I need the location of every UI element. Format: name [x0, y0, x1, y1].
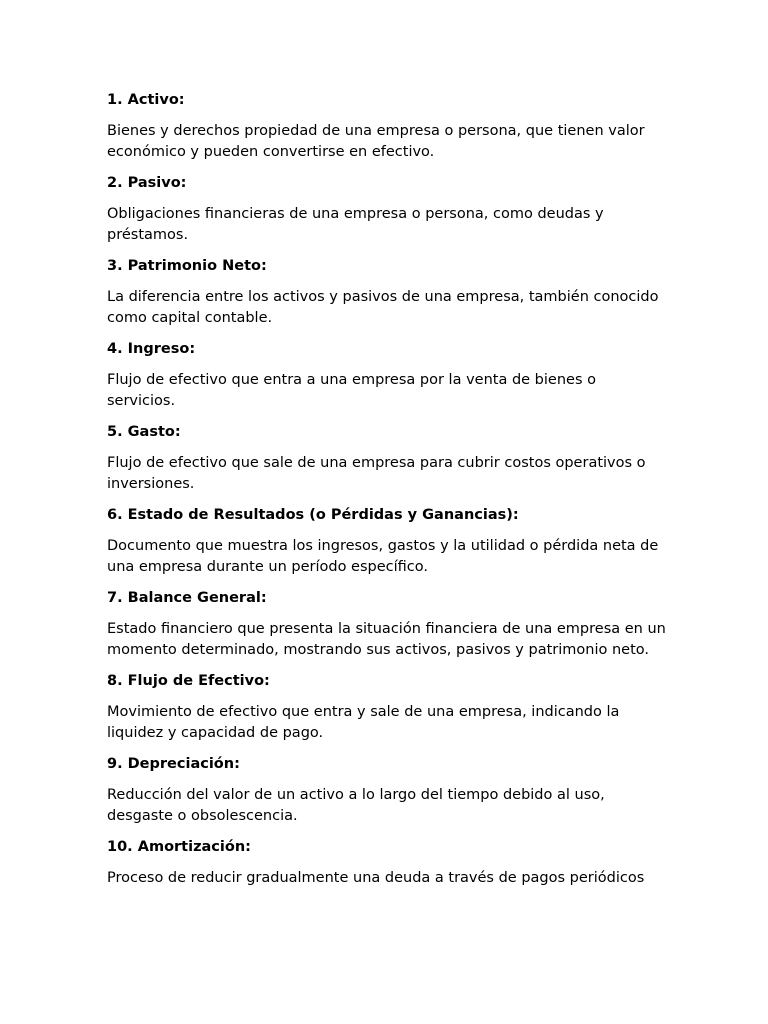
term-definition: Proceso de reducir gradualmente una deuda a través de pagos periódicos — [107, 870, 645, 886]
term-title: 7. Balance General: — [107, 590, 267, 606]
term-title: 9. Depreciación: — [107, 756, 240, 772]
term-definition: Reducción del valor de un activo a lo largo del tiempo debido al uso, desgaste o obsolescencia. — [107, 787, 605, 824]
term-gasto — [107, 422, 667, 495]
term-title: 10. Amortización: — [107, 839, 251, 855]
term-estado-de-resultados — [107, 505, 667, 578]
term-title: 2. Pasivo: — [107, 175, 187, 191]
term-definition: Bienes y derechos propiedad de una empresa o persona, que tienen valor económico y pueden convertirse en efectivo. — [107, 123, 645, 160]
term-definition: Estado financiero que presenta la situación financiera de una empresa en un momento determinado, mostrando sus activos, pasivos y patrimonio neto. — [107, 621, 666, 658]
term-ingreso — [107, 339, 667, 412]
term-title: 8. Flujo de Efectivo: — [107, 673, 270, 689]
term-depreciacion — [107, 754, 667, 827]
term-flujo-de-efectivo — [107, 671, 667, 744]
term-definition: Flujo de efectivo que entra a una empresa por la venta de bienes o servicios. — [107, 372, 596, 409]
term-balance-general — [107, 588, 667, 661]
term-title: 4. Ingreso: — [107, 341, 196, 357]
term-activo — [107, 90, 667, 163]
term-title: 6. Estado de Resultados (o Pérdidas y Ganancias): — [107, 507, 519, 523]
document-page — [107, 90, 667, 899]
term-amortizacion — [107, 837, 667, 889]
term-title: 5. Gasto: — [107, 424, 181, 440]
term-title: 1. Activo: — [107, 92, 185, 108]
term-definition: Movimiento de efectivo que entra y sale de una empresa, indicando la liquidez y capacidad de pago. — [107, 704, 620, 741]
term-definition: Flujo de efectivo que sale de una empresa para cubrir costos operativos o inversiones. — [107, 455, 646, 492]
term-definition: Documento que muestra los ingresos, gastos y la utilidad o pérdida neta de una empresa durante un período específico. — [107, 538, 659, 575]
term-pasivo — [107, 173, 667, 246]
term-definition: La diferencia entre los activos y pasivos de una empresa, también conocido como capital contable. — [107, 289, 659, 326]
term-patrimonio-neto — [107, 256, 667, 329]
term-title: 3. Patrimonio Neto: — [107, 258, 267, 274]
term-definition: Obligaciones financieras de una empresa o persona, como deudas y préstamos. — [107, 206, 604, 243]
